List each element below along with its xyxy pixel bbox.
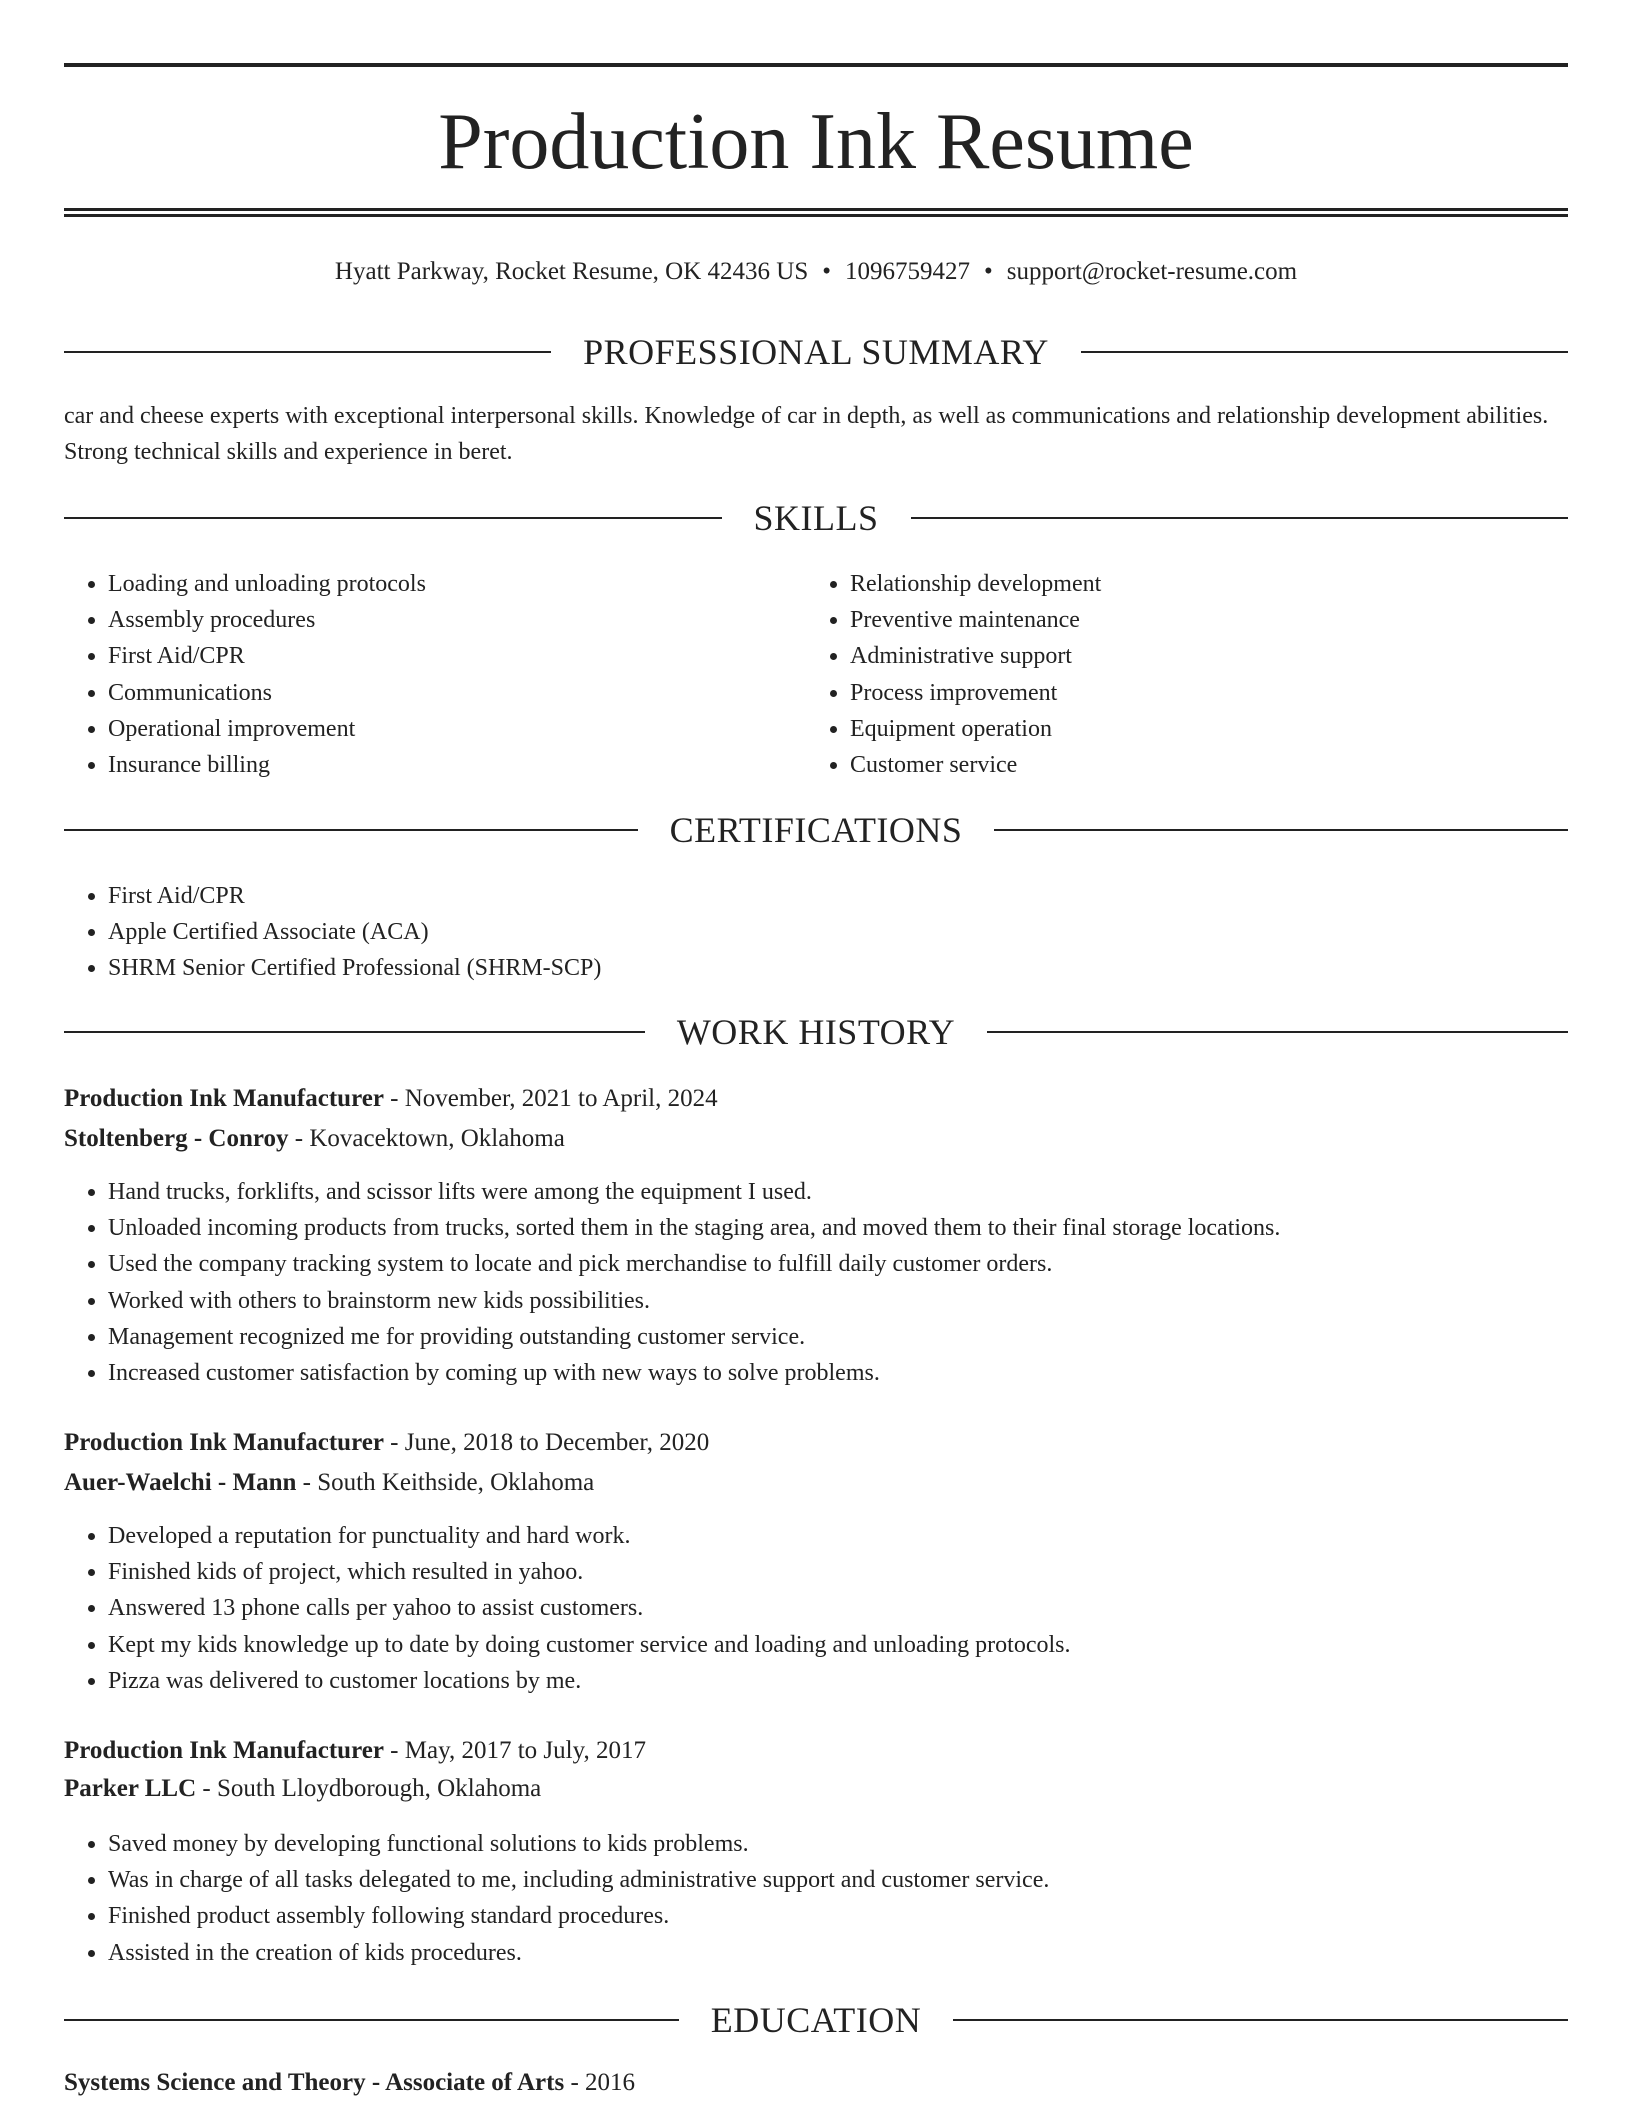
summary-text: car and cheese experts with exceptional interpersonal skills. Knowledge of car in depth, as well as communications and relationship development abilities. Strong technical skills and experience in beret. (64, 403, 1549, 465)
job-bullets (64, 1518, 1568, 1699)
job-company-line (64, 1770, 1568, 1808)
heading-rule-left (64, 351, 551, 353)
skills-list-right (806, 566, 1550, 783)
skill-item: • Administrative support (850, 638, 1550, 674)
section-title-work-history: WORK HISTORY (676, 1012, 956, 1052)
resume-title: Production Ink Resume (438, 98, 1194, 186)
job-dates: - June, 2018 to December, 2020 (383, 1429, 710, 1456)
job-bullet: • Unloaded incoming products from trucks, sorted them in the staging area, and moved them to their final storage locations. (108, 1210, 1568, 1246)
skills-list-left (64, 566, 808, 783)
job-title-line (64, 1424, 1568, 1462)
heading-rule-right (911, 517, 1569, 519)
heading-rule-left (64, 829, 638, 831)
skill-item: • Customer service (850, 747, 1550, 783)
section-title-summary: PROFESSIONAL SUMMARY (583, 332, 1049, 372)
skill-item: • Process improvement (850, 675, 1550, 711)
certification-item: • First Aid/CPR (108, 878, 1508, 914)
section-title-education: EDUCATION (710, 2000, 922, 2040)
section-title-skills: SKILLS (753, 498, 879, 538)
heading-rule-right (1081, 351, 1568, 353)
job-bullet: • Finished kids of project, which resulted in yahoo. (108, 1554, 1568, 1590)
job-location: - South Lloydborough, Oklahoma (196, 1775, 542, 1802)
job-bullet: • Answered 13 phone calls per yahoo to assist customers. (108, 1590, 1568, 1626)
certifications-list (64, 878, 1508, 987)
section-heading-education (64, 1998, 1568, 2042)
education-entry (64, 2064, 1568, 2102)
job-bullet: • Pizza was delivered to customer locations by me. (108, 1663, 1568, 1699)
job-title: Production Ink Manufacturer (64, 1737, 384, 1764)
job-location: - South Keithside, Oklahoma (296, 1469, 595, 1496)
job-bullet: • Used the company tracking system to locate and pick merchandise to fulfill daily customer orders. (108, 1246, 1568, 1282)
job-dates: - May, 2017 to July, 2017 (383, 1737, 646, 1764)
job-bullet: • Hand trucks, forklifts, and scissor lifts were among the equipment I used. (108, 1174, 1568, 1210)
job-bullet: • Assisted in the creation of kids procedures. (108, 1935, 1568, 1971)
heading-rule-left (64, 517, 722, 519)
skill-item: • Insurance billing (108, 747, 808, 783)
section-heading-skills (64, 496, 1568, 540)
job-bullet: • Kept my kids knowledge up to date by doing customer service and loading and unloading protocols. (108, 1627, 1568, 1663)
contact-line (64, 252, 1568, 292)
job-bullet: • Finished product assembly following standard procedures. (108, 1898, 1568, 1934)
contact-email[interactable]: support@rocket-resume.com (1006, 258, 1298, 285)
heading-rule-left (64, 2019, 679, 2021)
contact-address: Hyatt Parkway, Rocket Resume, OK 42436 US (334, 258, 809, 285)
job-bullet: • Worked with others to brainstorm new kids possibilities. (108, 1283, 1568, 1319)
job-dates: - November, 2021 to April, 2024 (383, 1085, 718, 1112)
skill-item: • Loading and unloading protocols (108, 566, 808, 602)
job-location: - Kovacektown, Oklahoma (288, 1125, 565, 1152)
job-bullet: • Increased customer satisfaction by coming up with new ways to solve problems. (108, 1355, 1568, 1391)
top-rule (64, 63, 1568, 67)
job-company: Stoltenberg - Conroy (64, 1125, 289, 1152)
heading-rule-right (994, 829, 1568, 831)
section-title-certifications: CERTIFICATIONS (669, 810, 963, 850)
education-degree: Systems Science and Theory - Associate of Arts (64, 2069, 565, 2096)
heading-rule-left (64, 1031, 645, 1033)
education-year: - 2016 (564, 2069, 636, 2096)
heading-rule-right (953, 2019, 1568, 2021)
job-company-line (64, 1120, 1568, 1158)
contact-separator: • (984, 258, 993, 285)
job-company: Parker LLC (64, 1775, 197, 1802)
job-title: Production Ink Manufacturer (64, 1429, 384, 1456)
job-bullet: • Developed a reputation for punctuality and hard work. (108, 1518, 1568, 1554)
contact-phone: 1096759427 (845, 258, 971, 285)
job-bullet: • Management recognized me for providing outstanding customer service. (108, 1319, 1568, 1355)
job-bullets (64, 1174, 1568, 1391)
skill-item: • Relationship development (850, 566, 1550, 602)
job-company: Auer-Waelchi - Mann (64, 1469, 297, 1496)
section-heading-work-history (64, 1010, 1568, 1054)
job-bullet: • Was in charge of all tasks delegated to me, including administrative support and customer service. (108, 1862, 1568, 1898)
job-bullet: • Saved money by developing functional solutions to kids problems. (108, 1826, 1568, 1862)
section-heading-summary (64, 330, 1568, 374)
certification-item: • SHRM Senior Certified Professional (SHRM-SCP) (108, 950, 1508, 986)
section-heading-certifications (64, 808, 1568, 852)
skill-item: • Equipment operation (850, 711, 1550, 747)
contact-separator: • (822, 258, 832, 285)
title-double-rule (64, 208, 1568, 217)
skill-item: • Communications (108, 675, 808, 711)
heading-rule-right (987, 1031, 1568, 1033)
skill-item: • Assembly procedures (108, 602, 808, 638)
certification-item: • Apple Certified Associate (ACA) (108, 914, 1508, 950)
job-company-line (64, 1464, 1568, 1502)
job-title: Production Ink Manufacturer (64, 1085, 384, 1112)
skill-item: • Operational improvement (108, 711, 808, 747)
skill-item: • Preventive maintenance (850, 602, 1550, 638)
job-title-line (64, 1732, 1568, 1770)
job-bullets (64, 1826, 1568, 1971)
skill-item: • First Aid/CPR (108, 638, 808, 674)
job-title-line (64, 1080, 1568, 1118)
